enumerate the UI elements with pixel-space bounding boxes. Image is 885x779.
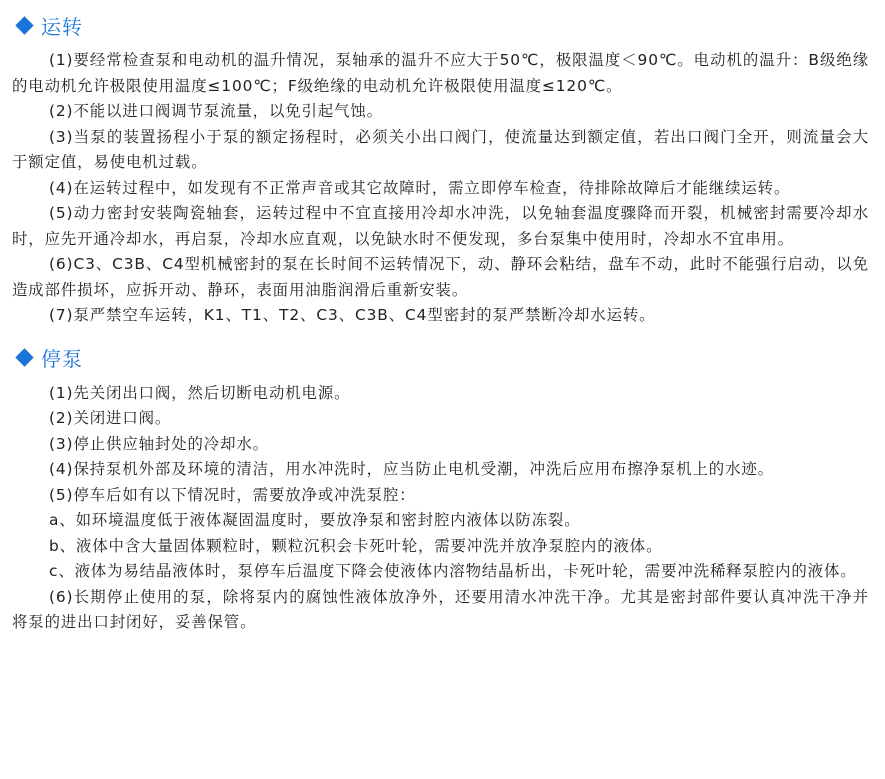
paragraph-item: (6)C3、C3B、C4型机械密封的泵在长时间不运转情况下，动、静环会粘结，盘车不动，此时不能强行启动，以免造成部件损坏，应拆开动、静环，表面用油脂润滑后重新安装。 — [12, 255, 869, 299]
paragraph-item: a、如环境温度低于液体凝固温度时，要放净泵和密封腔内液体以防冻裂。 — [48, 511, 581, 529]
paragraph-item: (5)动力密封安装陶瓷轴套，运转过程中不宜直接用冷却水冲洗，以免轴套温度骤降而开裂，机械密封需要冷却水时，应先开通冷却水，再启泵，冷却水应直观，以免缺水时不便发现，多台泵集中使用时，冷却水不宜串用。 — [12, 204, 869, 248]
paragraph-item: (2)不能以进口阀调节泵流量，以免引起气蚀。 — [48, 102, 383, 120]
paragraph-item: c、液体为易结晶液体时，泵停车后温度下降会使液体内溶物结晶析出，卡死叶轮，需要冲洗稀释泵腔内的液体。 — [48, 562, 857, 580]
paragraph-item: (3)停止供应轴封处的冷却水。 — [48, 434, 269, 453]
paragraph-list-shutdown — [12, 381, 869, 636]
paragraph-item: (3)当泵的装置扬程小于泵的额定扬程时，必须关小出口阀门，使流量达到额定值，若出口阀门全开，则流量会大于额定值，易使电机过载。 — [12, 127, 869, 171]
section-header-operation — [14, 8, 869, 42]
paragraph-list-operation — [12, 48, 869, 329]
paragraph-item: (4)在运转过程中，如发现有不正常声音或其它故障时，需立即停车检查，待排除故障后才能继续运转。 — [48, 178, 791, 197]
diamond-bullet-icon — [15, 16, 33, 34]
diamond-bullet-icon — [15, 348, 33, 366]
paragraph-item: (1)先关闭出口阀，然后切断电动机电源。 — [48, 383, 351, 402]
section-title-operation: 运转 — [41, 14, 83, 39]
paragraph-item: (5)停车后如有以下情况时，需要放净或冲洗泵腔： — [48, 485, 416, 504]
paragraph-item: b、液体中含大量固体颗粒时，颗粒沉积会卡死叶轮，需要冲洗并放净泵腔内的液体。 — [48, 536, 663, 555]
section-shutdown — [0, 341, 885, 636]
paragraph-item: (4)保持泵机外部及环境的清洁，用水冲洗时，应当防止电机受潮，冲洗后应用布擦净泵机上的水迹。 — [48, 460, 774, 478]
section-header-shutdown — [14, 341, 869, 375]
paragraph-item: (6)长期停止使用的泵，除将泵内的腐蚀性液体放净外，还要用清水冲洗干净。尤其是密封部件要认真冲洗干净并将泵的进出口封闭好，妥善保管。 — [12, 587, 869, 631]
section-operation — [0, 0, 885, 329]
paragraph-item: (1)要经常检查泵和电动机的温升情况，泵轴承的温升不应大于50℃，极限温度＜90℃。电动机的温升：B级绝缘的电动机允许极限使用温度≤100℃；F级绝缘的电动机允许极限使用温度≤120℃。 — [12, 51, 869, 95]
section-title-shutdown: 停泵 — [41, 347, 83, 371]
paragraph-item: (7)泵严禁空车运转，K1、T1、T2、C3、C3B、C4型密封的泵严禁断冷却水运转。 — [48, 306, 656, 324]
paragraph-item: (2)关闭进口阀。 — [48, 409, 172, 427]
